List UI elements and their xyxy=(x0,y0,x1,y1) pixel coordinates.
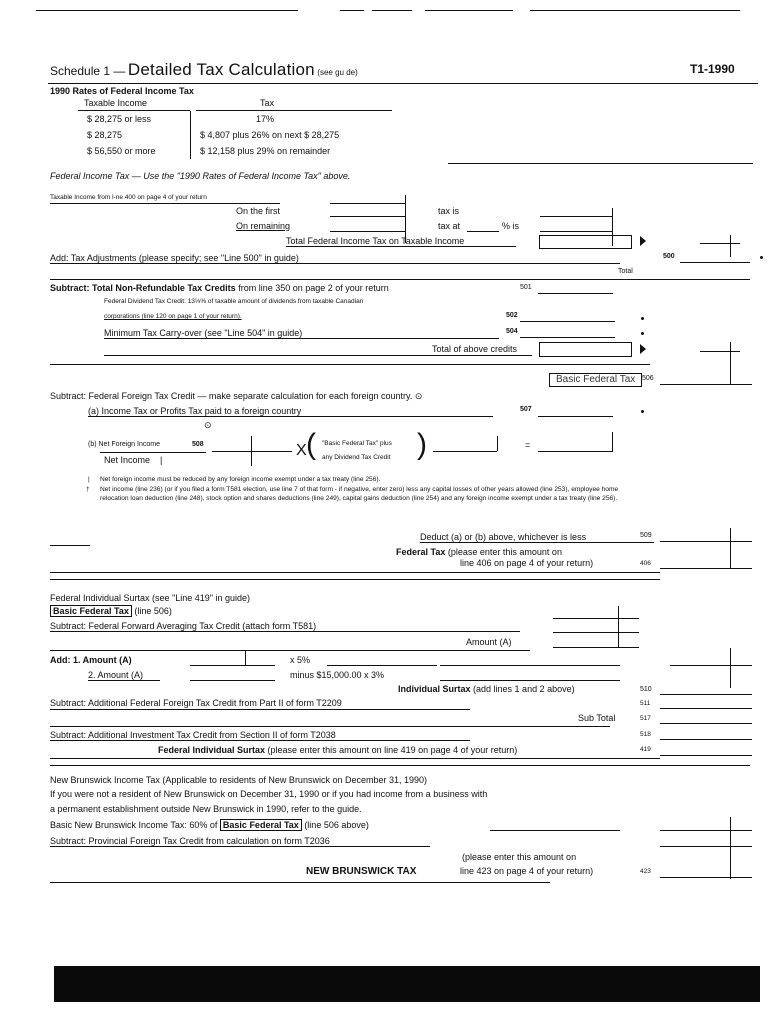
subtract-prov-rule xyxy=(50,846,430,847)
rates-row-2-income: $ 28,275 xyxy=(87,130,123,140)
taxable-income-rule xyxy=(50,203,280,204)
subtract-add-foreign-row xyxy=(50,698,342,708)
line-508: 508 xyxy=(192,441,204,448)
add-1-field[interactable] xyxy=(190,665,275,666)
section-rule-1 xyxy=(50,364,650,365)
taxable-income-label: Taxable Income from l-ne 400 on page 4 of your return xyxy=(50,194,207,201)
right-col-rule-2 xyxy=(700,351,740,352)
line-509: 509 xyxy=(640,532,652,539)
add-2-label: 2. Amount (A) xyxy=(88,670,144,680)
fed-indiv-surtax-row xyxy=(158,745,517,755)
please-1: (please enter this amount on xyxy=(462,852,577,862)
indiv-surtax-row xyxy=(398,684,575,694)
foreign-b-label: (b) Net Foreign Income xyxy=(88,441,160,448)
top-rule-3 xyxy=(372,10,412,11)
basic-nb-federal: Basic Federal Tax xyxy=(220,819,302,831)
tax-is-label: tax is xyxy=(438,206,460,216)
add-adj-label: Add: Tax Adjustments (please specify; see "Line 500" in guide) xyxy=(50,253,299,263)
line-419: 419 xyxy=(640,746,651,753)
minus-label: minus $15,000.00 x 3% xyxy=(290,670,385,680)
foreign-subtract xyxy=(50,391,422,402)
add-2-field[interactable] xyxy=(190,680,275,681)
line-508-field[interactable] xyxy=(212,451,292,452)
dagger-mark-2: † xyxy=(86,486,90,493)
basic-nb-field[interactable] xyxy=(490,830,620,831)
schedule-main-title: Detailed Tax Calculation xyxy=(127,60,315,79)
federal-tax-row xyxy=(396,547,562,557)
right-col-vline-3 xyxy=(730,528,731,568)
on-first-label: On the first xyxy=(236,206,281,216)
schedule-note: (see gu de) xyxy=(317,68,358,77)
tax-at-pct-field[interactable] xyxy=(467,231,499,232)
dagger-mark-1: | xyxy=(160,455,163,465)
line-423-field[interactable] xyxy=(660,877,752,878)
fis-note: (please enter this amount on line 419 on page 4 of your return) xyxy=(267,745,518,755)
arrow-icon xyxy=(640,344,646,354)
line-507-field[interactable] xyxy=(538,416,613,417)
pct-is-field[interactable] xyxy=(540,231,612,232)
paren-right-icon: ) xyxy=(417,428,427,461)
section-rule-3b xyxy=(50,765,750,766)
subtract-add-foreign-label: Subtract: Additional Federal Foreign Tax Credit from Part II of form T2209 xyxy=(50,698,342,708)
total-fed-label: Total Federal Income Tax on Taxable Income xyxy=(286,236,465,246)
schedule-title xyxy=(50,60,358,80)
total-above-box[interactable] xyxy=(539,342,632,357)
line-517-field[interactable] xyxy=(660,723,752,724)
line-502-field[interactable] xyxy=(520,321,615,322)
on-remaining-label: On remaining xyxy=(236,221,291,231)
add-2-rule xyxy=(88,680,160,681)
deduct-rule xyxy=(420,542,654,543)
equals-result-vline xyxy=(612,432,613,452)
line-500: 500 xyxy=(663,253,675,260)
line-501-field[interactable] xyxy=(538,293,613,294)
subtract-fwd-label: Subtract: Federal Forward Averaging Tax Credit (attach form T581) xyxy=(50,621,317,631)
add-lines-label: (add lines 1 and 2 above) xyxy=(473,684,575,694)
line-510: 510 xyxy=(640,686,652,693)
tax-is-field[interactable] xyxy=(540,216,612,217)
add-1-vline xyxy=(245,650,246,666)
line-502: 502 xyxy=(506,312,518,319)
right-col-vline-1 xyxy=(730,235,731,257)
rates-head-rule-b xyxy=(196,110,392,111)
line-510-field[interactable] xyxy=(660,694,752,695)
amount-a-field[interactable] xyxy=(553,647,639,648)
equals-sign: = xyxy=(525,440,531,450)
nb-line-3: a permanent establishment outside New Brunswick in 1990, refer to the guide. xyxy=(50,804,362,814)
total-fed-box[interactable] xyxy=(539,235,632,249)
subtract-nrtc xyxy=(50,283,389,293)
surtax-heading: Federal Individual Surtax (see "Line 419" in guide) xyxy=(50,593,251,603)
minus-field[interactable] xyxy=(440,680,620,681)
total-label: Total xyxy=(618,268,633,275)
subtract-invest-rule xyxy=(50,740,470,741)
bullet-icon xyxy=(641,410,644,413)
amount-a-label: Amount (A) xyxy=(466,637,512,647)
rates-col-income: Taxable Income xyxy=(84,98,148,108)
basic-federal-tax-label: Basic Federal Tax xyxy=(556,374,636,385)
surtax-rule-2 xyxy=(50,726,610,727)
surtax-basic-row xyxy=(50,606,172,616)
net-income-label: Net Income xyxy=(104,455,151,465)
line-507: 507 xyxy=(520,406,532,413)
sub-total-label: Sub Total xyxy=(578,713,616,723)
line-504-field[interactable] xyxy=(520,337,615,338)
subtract-fwd-row xyxy=(50,621,316,631)
note-end-rule xyxy=(50,545,90,546)
foreign-a-rule xyxy=(88,416,493,417)
add-adj-rule xyxy=(50,263,620,264)
multiply-x: X xyxy=(296,442,307,459)
min-carry-rule xyxy=(104,338,499,339)
nb-right-vline xyxy=(730,817,731,879)
right-col-rule-1 xyxy=(700,243,740,244)
foreign-a-label: (a) Income Tax or Profits Tax paid to a foreign country xyxy=(88,406,302,416)
form-number: T1-1990 xyxy=(690,62,735,76)
line-511-field[interactable] xyxy=(660,708,752,709)
deduct-label: Deduct (a) or (b) above, whichever is less xyxy=(420,532,587,542)
rates-row-3-income: $ 56,550 or more xyxy=(87,146,156,156)
surtax-line506-ref: (line 506) xyxy=(134,606,172,616)
surtax-basic-field[interactable] xyxy=(553,618,639,619)
x5-label: x 5% xyxy=(290,655,311,665)
any-div-label: any Dividend Tax Credit xyxy=(322,454,391,461)
section-rule-3a xyxy=(50,758,660,759)
rates-row-3-tax: $ 12,158 plus 29% on remainder xyxy=(200,146,331,156)
subtract-prov-field[interactable] xyxy=(660,846,752,847)
line-517: 517 xyxy=(640,715,651,722)
line-406: 406 xyxy=(640,560,651,567)
net-income-rule xyxy=(100,452,206,453)
schedule-prefix: Schedule 1 — xyxy=(50,64,126,78)
surtax-right-rule xyxy=(670,665,752,666)
line-500-field[interactable] xyxy=(680,262,750,263)
fraction-result-field[interactable] xyxy=(433,451,497,452)
surtax-rule-1b xyxy=(440,665,620,666)
subtract-fwd-rule xyxy=(50,631,520,632)
right-col-vline-2 xyxy=(730,342,731,384)
surtax-basic-federal: Basic Federal Tax xyxy=(50,605,132,617)
arrow-icon xyxy=(640,236,646,246)
fed-tax-note-2: line 406 on page 4 of your return) xyxy=(460,558,594,568)
please-2: line 423 on page 4 of your return) xyxy=(460,866,594,876)
rates-head-rule-a xyxy=(78,110,190,111)
on-first-field[interactable] xyxy=(330,216,405,217)
indiv-surtax-label: Individual Surtax xyxy=(398,684,471,694)
bullet-icon xyxy=(641,317,644,320)
theta-mark-2: ⊙ xyxy=(204,420,212,430)
line-511: 511 xyxy=(640,700,651,707)
line-509-field[interactable] xyxy=(660,541,752,542)
rates-row-1-income: $ 28,275 or less xyxy=(87,114,152,124)
theta-mark-1: ⊙ xyxy=(414,391,423,401)
rates-col-tax: Tax xyxy=(260,98,275,108)
fraction-vline xyxy=(251,436,252,466)
on-remaining-field[interactable] xyxy=(330,231,405,232)
subtract-add-foreign-rule xyxy=(50,709,470,710)
total-fed-rule xyxy=(286,246,516,247)
subtract-nrtc-label: Subtract: Total Non-Refundable Tax Credits xyxy=(50,283,236,293)
fed-indiv-surtax-label: Federal Individual Surtax xyxy=(158,745,266,755)
line-506: 506 xyxy=(642,375,654,382)
nb-end-rule xyxy=(50,882,550,883)
subtract-prov-label: Subtract: Provincial Foreign Tax Credit from calculation on form T2036 xyxy=(50,836,330,846)
basic-nb-row xyxy=(50,820,369,830)
line-504: 504 xyxy=(506,328,518,335)
bottom-black-band xyxy=(54,966,760,1002)
line-501: 501 xyxy=(520,284,532,291)
basic-federal-tax-box xyxy=(549,373,642,387)
rates-divider xyxy=(190,111,191,159)
paren-left-icon: ( xyxy=(306,428,316,461)
federal-tax-label: Federal Tax xyxy=(396,547,446,557)
section-rule-2b xyxy=(50,579,660,580)
top-rule-1 xyxy=(36,10,298,11)
rates-end-rule xyxy=(448,163,753,164)
nrtc-from: from line 350 on page 2 of your return xyxy=(238,283,389,293)
top-rule-2 xyxy=(340,10,364,11)
subtract-fwd-field[interactable] xyxy=(553,632,639,633)
add-1-label: Add: 1. Amount (A) xyxy=(50,655,132,665)
basic-nb-right-field[interactable] xyxy=(660,830,752,831)
min-carry-label: Minimum Tax Carry-over (see "Line 504" in guide) xyxy=(104,328,303,338)
nb-line-2: If you were not a resident of New Brunswick on December 31, 1990 or if you had income from a business with xyxy=(50,789,488,799)
rates-row-1-tax: 17% xyxy=(256,114,275,124)
dividend-line-1: Federal Dividend Tax Credit: 13⅓% of taxable amount of dividends from taxable Canadian xyxy=(104,298,364,305)
top-rule-4 xyxy=(425,10,513,11)
basic-nb-label: Basic New Brunswick Income Tax: 60% of xyxy=(50,820,218,830)
line-518-field[interactable] xyxy=(660,739,752,740)
line-423: 423 xyxy=(640,868,651,875)
federal-heading: Federal Income Tax — Use the "1990 Rates of Federal Income Tax" above. xyxy=(50,171,351,181)
line506-above: (line 506 above) xyxy=(304,820,369,830)
subtract-invest-label: Subtract: Additional Investment Tax Credit from Section II of form T2038 xyxy=(50,730,336,740)
line-406-field[interactable] xyxy=(660,568,752,569)
rates-title: 1990 Rates of Federal Income Tax xyxy=(50,86,194,96)
fed-tax-note-1: (please enter this amount on xyxy=(447,547,562,557)
foreign-note-1: Net foreign income must be reduced by any foreign income exempt under a tax treaty (line 256). xyxy=(100,476,381,483)
total-above-rule xyxy=(104,355,532,356)
line-419-field[interactable] xyxy=(660,755,752,756)
total-above-label: Total of above credits xyxy=(432,344,518,354)
pipe-mark: | xyxy=(88,476,90,483)
rates-row-2-tax: $ 4,807 plus 26% on next $ 28,275 xyxy=(200,130,340,140)
x5-field[interactable] xyxy=(327,665,437,666)
foreign-subtract-label: Subtract: Federal Foreign Tax Credit — make separate calculation for each foreign country. xyxy=(50,391,413,401)
foreign-note-2: Net income (line 236) (or if you filed a form T581 election, use line 7 of that form - if negative, enter zero) less any capital losses of other years allowed (line 253), employee home relocation loan deduction (line 248), stock option and shares deductions (line 249), capital gains deduction (line 254) and any foreign income exempt under a tax treaty (line 256). xyxy=(100,486,619,502)
nb-heading: New Brunswick Income Tax (Applicable to residents of New Brunswick on December 31, 1990) xyxy=(50,775,428,785)
section-rule-2a xyxy=(50,572,660,573)
total-rule xyxy=(50,279,750,280)
fraction-result-vline xyxy=(497,436,498,451)
top-rule-5 xyxy=(530,10,740,11)
header-rule xyxy=(48,83,758,84)
dividend-line-2: corporations (line 120 on page 1 of your return). xyxy=(104,313,242,320)
surtax-rule-1 xyxy=(50,650,530,651)
bullet-icon xyxy=(760,256,763,259)
nb-tax-label: NEW BRUNSWICK TAX xyxy=(306,866,417,877)
bullet-icon xyxy=(641,332,644,335)
tax-at-label: tax at xyxy=(438,221,461,231)
equals-result-field[interactable] xyxy=(538,451,613,452)
pct-is-label: % is xyxy=(502,221,520,231)
surtax-vline xyxy=(618,606,619,648)
line-506-field[interactable] xyxy=(660,384,752,385)
line-518: 518 xyxy=(640,731,651,738)
surtax-right-vline xyxy=(730,648,731,688)
taxable-income-field[interactable] xyxy=(330,203,405,204)
basic-plus-label: "Basic Federal Tax" plus xyxy=(322,440,392,447)
